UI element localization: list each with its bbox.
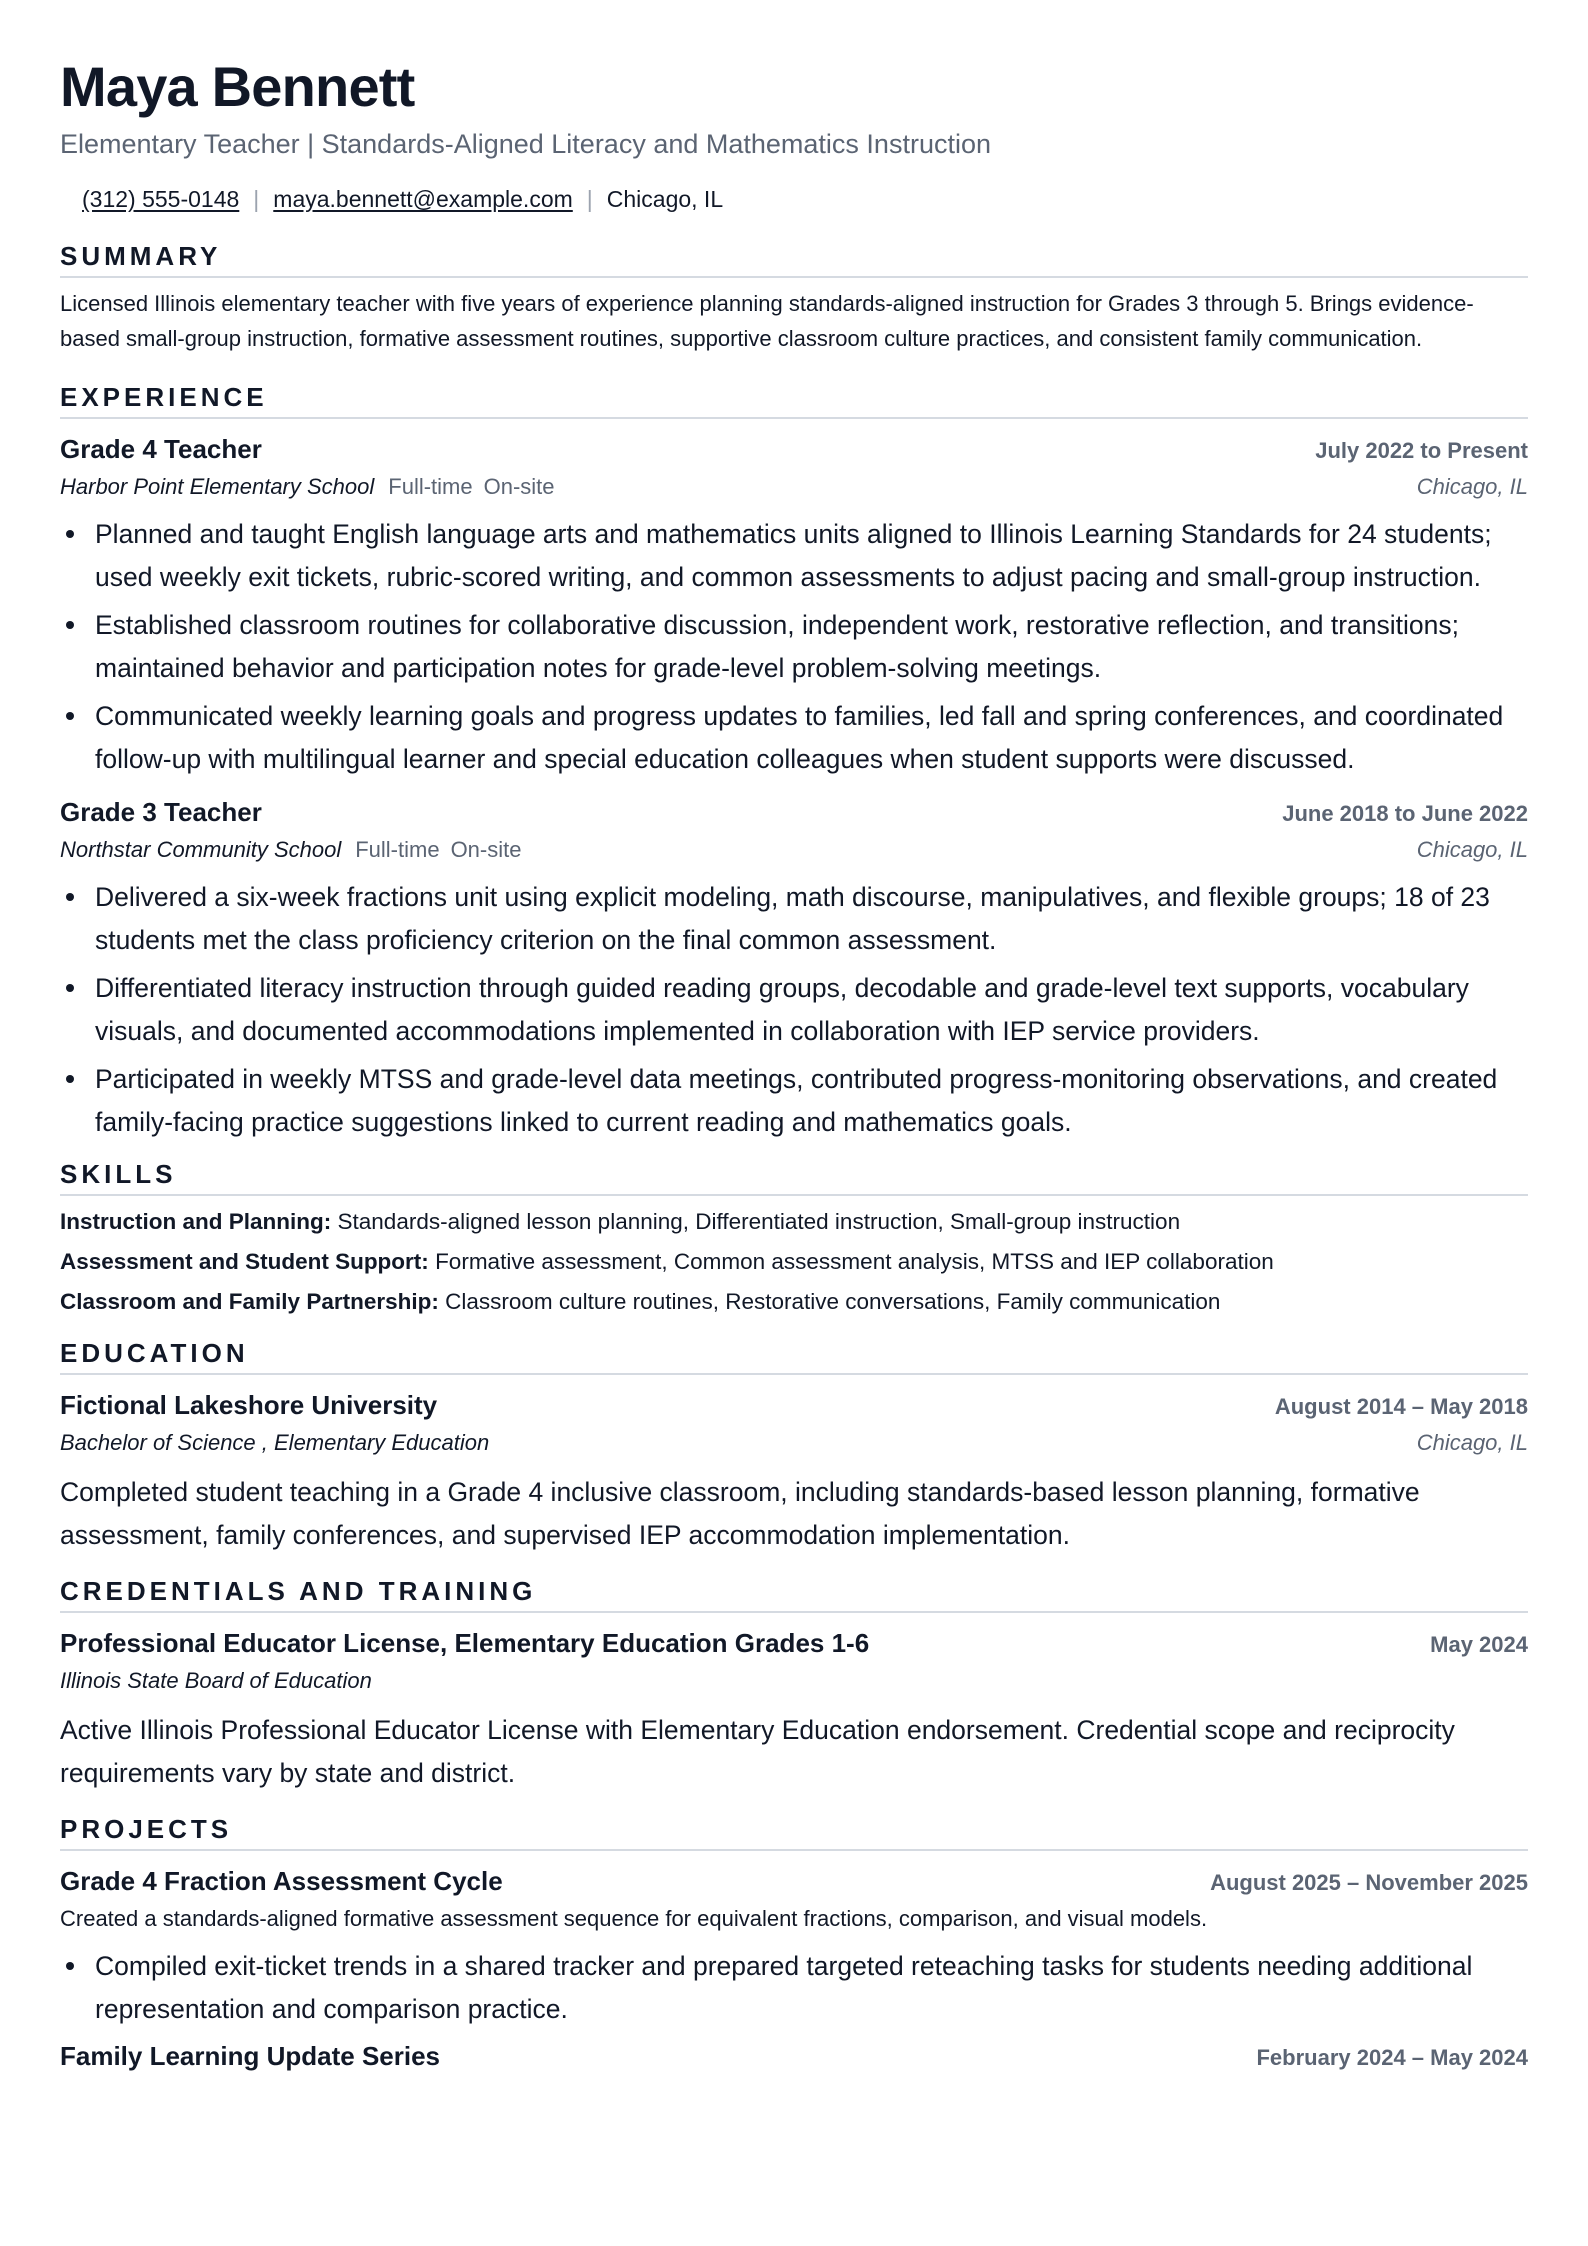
experience-section: [60, 380, 1528, 1143]
project-description: Created a standards-aligned formative assessment sequence for equivalent fractions, comparison, and visual models.: [60, 1906, 1208, 1931]
credential-description: Active Illinois Professional Educator License with Elementary Education endorsement. Credential scope and reciprocity requirements vary by state and district.: [60, 1715, 1455, 1788]
skill-list: Classroom culture routines, Restorative conversations, Family communication: [445, 1289, 1221, 1314]
bullet-item: Participated in weekly MTSS and grade-level data meetings, contributed progress-monitoring observations, and created family-facing practice suggestions linked to current reading and mathematics goals.: [60, 1058, 1528, 1143]
candidate-headline: Elementary Teacher | Standards-Aligned Literacy and Mathematics Instruction: [60, 129, 991, 159]
job-location: Chicago, IL: [1416, 474, 1528, 499]
projects-section: [60, 1812, 1528, 2076]
credential-name: Professional Educator License, Elementary Education Grades 1-6: [60, 1628, 870, 1658]
bullet-item: Compiled exit-ticket trends in a shared tracker and prepared targeted reteaching tasks for students needing additional representation and comparison practice.: [60, 1945, 1528, 2030]
bullet-item: Established classroom routines for collaborative discussion, independent work, restorative reflection, and transitions; maintained behavior and participation notes for grade-level problem-solving meetings.: [60, 604, 1528, 689]
skill-list: Formative assessment, Common assessment analysis, MTSS and IEP collaboration: [435, 1249, 1274, 1274]
job-title: Grade 3 Teacher: [60, 797, 262, 827]
skill-category: Classroom and Family Partnership:: [60, 1289, 439, 1314]
resume-header: [60, 53, 1528, 215]
job-bullets: [60, 513, 1528, 780]
education-section: [60, 1336, 1528, 1556]
bullet-item: Differentiated literacy instruction through guided reading groups, decodable and grade-level text supports, vocabulary visuals, and documented accommodations implemented in collaboration with IEP service providers.: [60, 967, 1528, 1052]
location-text: Chicago, IL: [606, 186, 724, 212]
skill-category: Assessment and Student Support:: [60, 1249, 429, 1274]
skill-category: Instruction and Planning:: [60, 1209, 332, 1234]
experience-entry: [60, 794, 1528, 1143]
section-title-skills: SKILLS: [60, 1157, 1528, 1196]
project-title: Family Learning Update Series: [60, 2041, 441, 2071]
employer-name: Northstar Community School: [60, 837, 342, 862]
employment-type: Full-time: [388, 474, 473, 499]
skill-row: [60, 1202, 1528, 1242]
section-title-education: EDUCATION: [60, 1336, 1528, 1375]
project-dates: August 2025 – November 2025: [1210, 1870, 1528, 1895]
project-entry: [60, 2038, 1528, 2076]
credential-issuer: Illinois State Board of Education: [60, 1668, 372, 1693]
job-dates: June 2018 to June 2022: [1282, 801, 1528, 826]
project-dates: February 2024 – May 2024: [1256, 2045, 1528, 2070]
credential-date: May 2024: [1430, 1632, 1528, 1657]
section-title-experience: EXPERIENCE: [60, 380, 1528, 419]
skill-list: Standards-aligned lesson planning, Differentiated instruction, Small-group instruction: [337, 1209, 1181, 1234]
skill-row: [60, 1242, 1528, 1282]
skill-row: [60, 1282, 1528, 1322]
section-title-credentials: CREDENTIALS AND TRAINING: [60, 1574, 1528, 1613]
project-title: Grade 4 Fraction Assessment Cycle: [60, 1866, 503, 1896]
work-mode: On-site: [483, 474, 555, 499]
contact-line: [60, 183, 1528, 215]
work-mode: On-site: [450, 837, 522, 862]
section-title-summary: SUMMARY: [60, 239, 1528, 278]
degree-name: Bachelor of Science , Elementary Education: [60, 1430, 490, 1455]
job-dates: July 2022 to Present: [1315, 438, 1528, 463]
project-bullets: [60, 1945, 1528, 2030]
bullet-item: Planned and taught English language arts and mathematics units aligned to Illinois Learning Standards for 24 students; used weekly exit tickets, rubric-scored writing, and common assessments to adjust pacing and small-group instruction.: [60, 513, 1528, 598]
summary-text: Licensed Illinois elementary teacher with five years of experience planning standards-aligned instruction for Grades 3 through 5. Brings evidence-based small-group instruction, formative assessment routines, supportive classroom culture practices, and consistent family communication.: [60, 291, 1474, 351]
employment-type: Full-time: [355, 837, 440, 862]
bullet-item: Delivered a six-week fractions unit using explicit modeling, math discourse, manipulatives, and flexible groups; 18 of 23 students met the class proficiency criterion on the final common assessment.: [60, 876, 1528, 961]
candidate-name: Maya Bennett: [60, 55, 415, 118]
experience-entry: [60, 431, 1528, 780]
employer-name: Harbor Point Elementary School: [60, 474, 375, 499]
credentials-section: [60, 1574, 1528, 1794]
job-location: Chicago, IL: [1416, 837, 1528, 862]
summary-section: [60, 239, 1528, 356]
education-location: Chicago, IL: [1416, 1430, 1528, 1455]
project-entry: [60, 1863, 1528, 2030]
education-dates: August 2014 – May 2018: [1274, 1394, 1528, 1419]
skills-section: [60, 1157, 1528, 1322]
job-title: Grade 4 Teacher: [60, 434, 262, 464]
email-link[interactable]: maya.bennett@example.com: [273, 186, 573, 212]
school-name: Fictional Lakeshore University: [60, 1390, 438, 1420]
phone-link[interactable]: (312) 555-0148: [82, 186, 240, 212]
section-title-projects: PROJECTS: [60, 1812, 1528, 1851]
bullet-item: Communicated weekly learning goals and progress updates to families, led fall and spring conferences, and coordinated follow-up with multilingual learner and special education colleagues when student supports were discussed.: [60, 695, 1528, 780]
contact-separator: |: [586, 186, 593, 212]
contact-separator: |: [253, 186, 260, 212]
education-entry: [60, 1387, 1528, 1556]
job-bullets: [60, 876, 1528, 1143]
credential-entry: [60, 1625, 1528, 1794]
education-description: Completed student teaching in a Grade 4 inclusive classroom, including standards-based lesson planning, formative assessment, family conferences, and supervised IEP accommodation implementation.: [60, 1477, 1420, 1550]
